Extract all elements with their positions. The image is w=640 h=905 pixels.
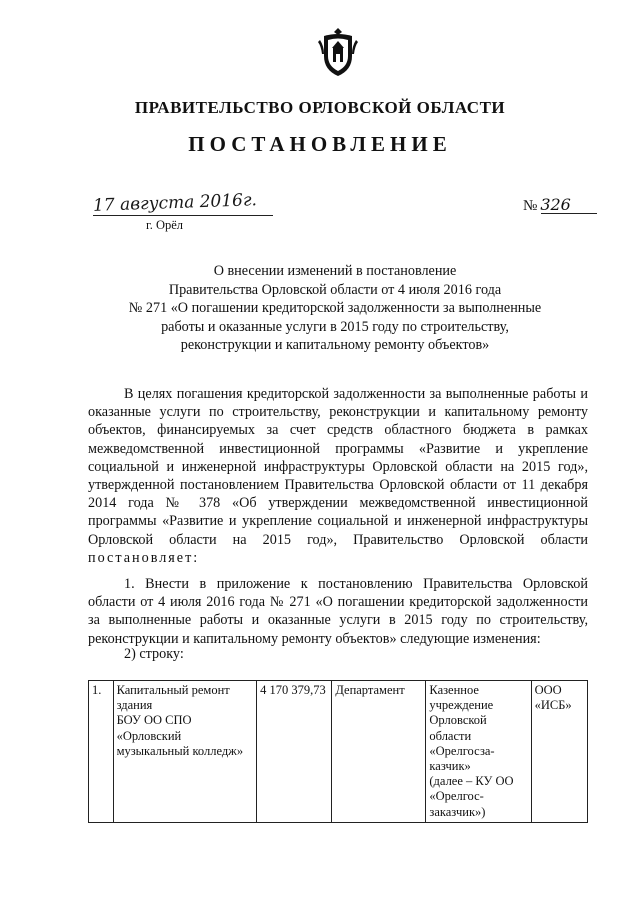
cell-number: 1. — [89, 681, 114, 823]
cell-line: учреждение — [429, 698, 494, 713]
cell-line: Капитальный ремонт — [116, 683, 230, 697]
date-underline — [93, 215, 273, 216]
clause-1-paragraph: 1. Внести в приложение к постановлению Правительства Орловской области от 4 июля 2016 года № 271 «О погашении кредиторской задолженности за выполненные работы и оказанные услуги в 2015 году по строительству, реконструкции и капитальному ремонту объектов» следующие изменения: — [88, 576, 588, 647]
cell-line: заказчик») — [429, 804, 486, 819]
coat-of-arms-icon — [318, 26, 358, 78]
cell-line: Казенное — [429, 683, 479, 697]
number-prefix: № — [523, 198, 538, 214]
cell-contractor — [531, 681, 587, 823]
handwritten-number: 326 — [540, 195, 571, 214]
government-title: ПРАВИТЕЛЬСТВО ОРЛОВСКОЙ ОБЛАСТИ — [134, 98, 506, 117]
cell-line: «Орелгос- — [429, 789, 484, 804]
preamble-text: В целях погашения кредиторской задолженности за выполненные работы и оказанные услуги по строительству, реконструкции и капитальному ремонту объектов, финансируемых за счет средств областного бюджета в рамках межведомственной инвестиционной программы «Развитие и укрепление социальной и инженерной инфраструктуры Орловской области на 2015 год», утвержденной постановлением Правительства Орловской области от 11 декабря 2014 года № 378 «Об утверждении межведомственной инвестиционной программы «Развитие и укрепление социальной и инженерной инфраструктуры Орловской области на 2015 год», Правительство Орловской области — [88, 386, 588, 548]
subject-line: работы и оказанные услуги в 2015 году по строительству, — [161, 318, 509, 335]
cell-line: области — [429, 728, 472, 743]
cell-line: БОУ ОО СПО — [116, 713, 192, 728]
cell-amount: 4 170 379,73 — [257, 681, 332, 823]
city-label: г. Орёл — [146, 218, 184, 232]
cell-line: казчик» — [429, 759, 471, 774]
cell-line: ООО — [534, 683, 562, 697]
subject-line: Правительства Орловской области от 4 июля 2016 года — [168, 281, 502, 298]
table-row — [89, 681, 588, 823]
clause-2-label: 2) строку: — [124, 646, 184, 662]
subject-line: реконструкции и капитальному ремонту объектов» — [180, 337, 490, 354]
cell-line: «Орловский — [116, 728, 182, 743]
cell-line: «ИСБ» — [534, 698, 572, 713]
number-underline — [541, 213, 597, 214]
cell-customer — [426, 681, 531, 823]
subject-line: № 271 «О погашении кредиторской задолженности за выполненные — [128, 300, 542, 317]
cell-line: здания — [116, 698, 153, 713]
resolution-keyword: постановляет: — [88, 549, 200, 566]
document-type: ПОСТАНОВЛЕНИЕ — [188, 132, 452, 156]
subject-line: О внесении изменений в постановление — [213, 263, 457, 279]
preamble-paragraph — [88, 385, 588, 567]
amendment-table — [88, 680, 588, 823]
document-number — [523, 195, 571, 215]
cell-line: музыкальный колледж» — [116, 743, 244, 758]
cell-line: (далее – КУ ОО — [429, 774, 514, 789]
cell-object — [113, 681, 257, 823]
handwritten-date: 17 августа 2016г. — [92, 190, 258, 216]
cell-department: Департамент — [332, 681, 426, 823]
cell-line: «Орелгосза- — [429, 743, 495, 758]
document-subject — [110, 262, 560, 355]
cell-line: Орловской — [429, 713, 487, 728]
